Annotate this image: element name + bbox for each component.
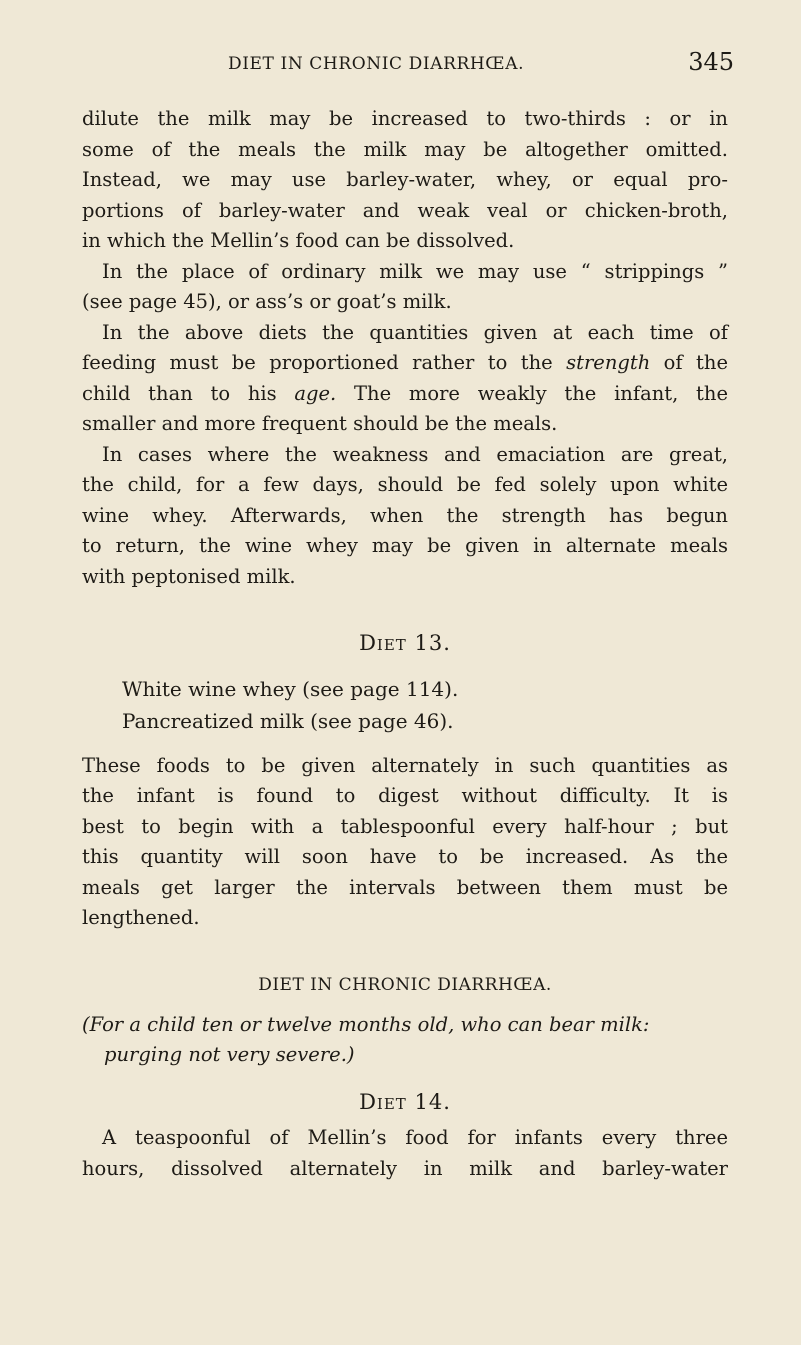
paragraph-dilution — [82, 104, 728, 257]
diet-item: White wine whey (see page 114). — [122, 676, 459, 701]
page-header — [0, 46, 801, 86]
section-note — [82, 1040, 728, 1071]
text-line: hours, dissolved alternately in milk and barley-water — [82, 1156, 728, 1180]
text-line: in which the Mellin’s food can be dissolved. — [82, 229, 515, 252]
text-line: wine whey. Afterwards, when the strength has begun — [82, 503, 728, 527]
text-line: lengthened. — [82, 906, 200, 929]
diet-14 — [82, 1087, 728, 1185]
text-line — [82, 348, 728, 379]
text-run: of the — [650, 351, 728, 374]
text-line: the child, for a few days, should be fed solely upon white — [82, 473, 728, 496]
running-head: DIET IN CHRONIC DIARRHŒA. — [228, 54, 525, 74]
page-body — [82, 104, 728, 1184]
text-line: the infant is found to digest without difficulty. It is — [82, 784, 728, 807]
section-title: DIET IN CHRONIC DIARRHŒA. — [258, 974, 552, 995]
text-line: meals get larger the intervals between them must be — [82, 875, 728, 899]
text-line: These foods to be given alternately in such quantities as — [82, 753, 728, 777]
diet-heading: Diet 13. — [359, 631, 451, 655]
text-run: feeding must be proportioned rather to the — [82, 351, 567, 374]
text-line: to return, the wine whey may be given in alternate meals — [82, 534, 728, 557]
text-line: In the place of ordinary milk we may use “ strippings ” — [102, 259, 728, 283]
text-line: some of the meals the milk may be altogether omitted. — [82, 137, 728, 161]
text-line: In cases where the weakness and emaciation are great, — [102, 442, 728, 466]
text-line: In the above diets the quantities given at each time of — [102, 320, 728, 344]
text-line: best to begin with a tablespoonful every half-hour ; but — [82, 814, 728, 838]
page-number: 345 — [688, 48, 734, 76]
text-run: The more weakly the infant, the — [336, 381, 728, 405]
text-line: with peptonised milk. — [82, 564, 296, 588]
diet-heading: Diet 14. — [359, 1089, 451, 1114]
section-chronic-diarrhoea — [82, 970, 728, 1071]
text-line: this quantity will soon have to be increased. As the — [82, 845, 728, 868]
text-line: (see page 45), or ass’s or goat’s milk. — [82, 290, 452, 313]
note-line: (For a child ten or twelve months old, who can bear milk: — [82, 1012, 650, 1036]
text-line: dilute the milk may be increased to two-thirds : or in — [82, 107, 728, 130]
emphasis-age: age. — [294, 381, 337, 405]
text-line — [82, 379, 728, 410]
text-line: A teaspoonful of Mellin’s food for infants every three — [102, 1126, 728, 1149]
diet-13 — [82, 628, 728, 934]
paragraph-strippings — [82, 257, 728, 318]
text-run: child than to his — [82, 381, 295, 405]
text-line: Instead, we may use barley-water, whey, or equal pro- — [82, 168, 728, 191]
emphasis-strength: strength — [566, 351, 651, 374]
text-line: smaller and more frequent should be the meals. — [82, 412, 558, 435]
note-line: purging not very severe.) — [104, 1043, 355, 1066]
paragraph-quantities — [82, 318, 728, 440]
paragraph-weakness — [82, 440, 728, 593]
diet-item: Pancreatized milk (see page 46). — [122, 708, 454, 733]
section-note — [82, 1010, 728, 1041]
text-line: portions of barley-water and weak veal or chicken-broth, — [82, 198, 728, 222]
